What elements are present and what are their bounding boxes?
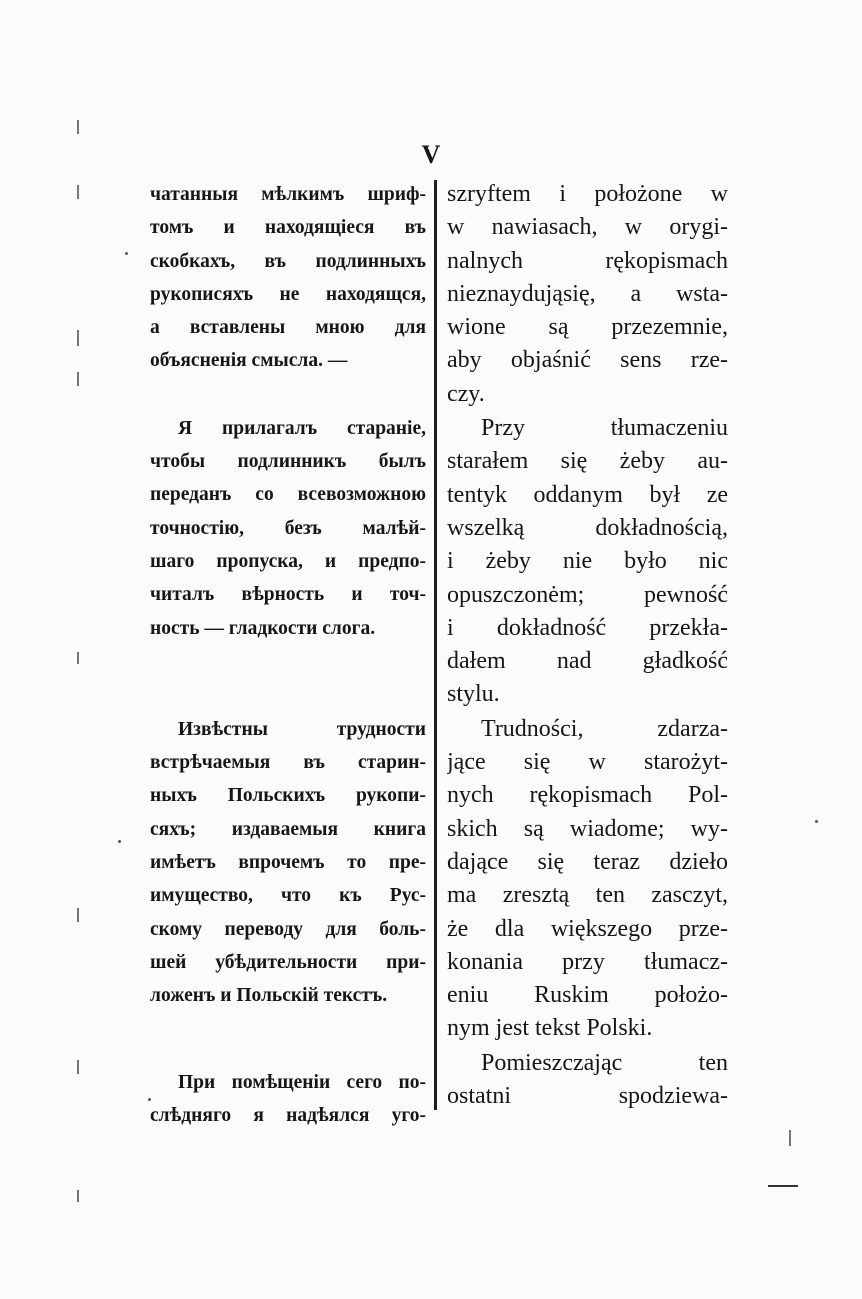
text-line: Извѣстны трудности [178,718,426,740]
text-line: starałem się żeby au- [447,448,728,475]
text-line: скобкахъ, въ подлинныхъ [150,250,426,272]
text-line: stylu. [447,681,500,708]
right-paragraph-4 [447,1047,728,1114]
text-line: чатанныя мѣлкимъ шриф- [150,184,426,205]
scan-mark [789,1130,791,1146]
text-line: że dla większego prze- [447,915,728,942]
text-line: dające się teraz dzieło [447,848,728,875]
text-line: ность — гладкости слога. [150,617,376,639]
text-line: Я прилагалъ стараніе, [178,417,426,439]
left-paragraph-1 [150,178,426,378]
scan-mark [77,120,79,134]
scan-mark [77,1060,79,1074]
text-line: nieznaydująsię, a wsta- [447,280,728,307]
scan-mark [77,330,79,346]
text-line: szryftem i położone w [447,181,728,207]
right-paragraph-1 [447,178,728,411]
text-line: aby objaśnić sens rze- [447,347,728,374]
text-line: ma zresztą ten zasczyt, [447,882,728,909]
text-line: wione są przezemnie, [447,314,728,341]
scan-speck [118,840,121,843]
left-paragraph-3 [150,713,426,1013]
text-line: i żeby nie było nic [447,548,728,575]
text-line: шаго пропуска, и предпо- [150,550,426,572]
text-line: встрѣчаемыя въ старин- [150,752,426,774]
left-paragraph-4 [150,1066,426,1133]
scan-speck [148,1098,151,1101]
text-line: konania przy tłumacz- [447,948,728,975]
text-line: точностію, безъ малѣй- [150,517,426,539]
right-paragraph-2 [447,412,728,712]
scan-mark [77,908,79,922]
text-line: томъ и находящіеся въ [150,217,426,239]
text-line: opuszczonėm; pewność [447,581,728,608]
text-line: jące się w starożyt- [447,749,728,776]
scan-mark [77,185,79,199]
text-line: skich są wiadome; wy- [447,815,728,842]
text-line: При помѣщеніи сего по- [178,1071,426,1093]
scan-speck [815,820,818,823]
text-line: слѣдняго я надѣялся уго- [150,1104,426,1126]
text-line: Trudności, zdarza- [481,715,728,742]
text-line: eniu Ruskim położo- [447,982,728,1009]
text-line: wszelką dokładnością, [447,514,728,541]
text-line: ostatni spodziewa- [447,1083,728,1110]
text-line: имущество, что къ Рус- [150,885,426,907]
text-line: Przy tłumaczeniu [481,415,728,442]
text-line: w nawiasach, w orygi- [447,214,728,241]
text-line: ныхъ Польскихъ рукопи- [150,785,426,807]
text-line: dałem nad gładkość [447,648,728,675]
text-line: сяхъ; издаваемыя книга [150,818,426,840]
text-line: а вставлены мною для [150,317,426,339]
text-line: nym jest tekst Polski. [447,1015,653,1042]
right-column-polish [447,178,728,1113]
text-line: Pomieszczając ten [481,1049,728,1076]
scan-mark [77,1190,79,1202]
right-paragraph-3 [447,713,728,1046]
text-line: i dokładność przekła- [447,614,728,641]
text-line: скому переводу для боль- [150,918,426,940]
text-line: nalnych rękopismach [447,247,728,274]
text-line: переданъ со всевозможною [150,484,426,506]
scan-speck [125,252,128,255]
text-line: czy. [447,380,485,407]
bottom-rule-mark [768,1185,798,1187]
scan-mark [77,372,79,386]
page-number: V [421,140,441,169]
text-line: читалъ вѣрность и точ- [150,584,426,606]
text-line: ложенъ и Польскій текстъ. [150,985,388,1007]
text-line: nych rękopismach Pol- [447,782,728,809]
scan-mark [77,652,79,664]
text-line: объясненія смысла. — [150,350,348,372]
text-line: имѣетъ впрочемъ то пре- [150,852,426,874]
text-line: рукописяхъ не находящся, [150,283,426,305]
left-paragraph-2 [150,412,426,645]
column-divider [434,180,437,1110]
text-line: чтобы подлинникъ былъ [150,451,426,473]
text-line: шей убѣдительности при- [150,951,426,973]
left-column-russian [150,178,426,1132]
text-line: tentyk oddanym był ze [447,481,728,508]
